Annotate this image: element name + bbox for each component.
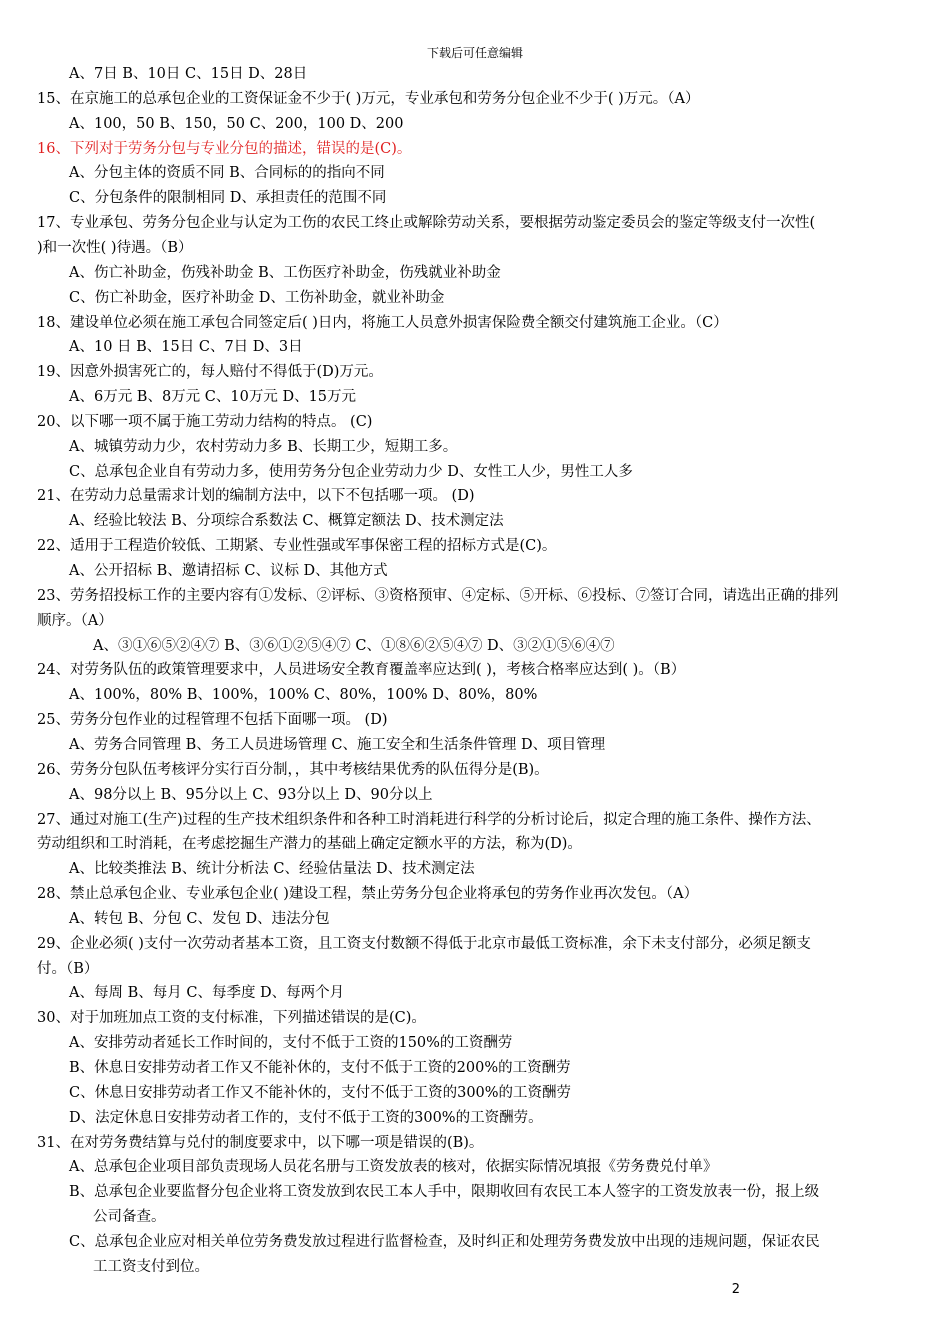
option-line: A、劳务合同管理 B、务工人员进场管理 C、施工安全和生活条件管理 D、项目管理: [69, 736, 606, 753]
option-line: 公司备查。: [93, 1209, 166, 1226]
option-line: A、伤亡补助金，伤残补助金 B、工伤医疗补助金，伤残就业补助金: [69, 264, 501, 281]
option-line: C、休息日安排劳动者工作又不能补休的，支付不低于工资的300%的工资酬劳: [69, 1084, 572, 1101]
question-line: 29、企业必须( )支付一次劳动者基本工资，且工资支付数额不得低于北京市最低工资标准，余下未支付部分，必须足额支: [37, 935, 811, 952]
question-line: 23、劳务招投标工作的主要内容有①发标、②评标、③资格预审、④定标、⑤开标、⑥投标、⑦签订合同，请选出正确的排列: [37, 587, 839, 604]
option-line: A、公开招标 B、邀请招标 C、议标 D、其他方式: [69, 563, 388, 579]
option-line: A、每周 B、每月 C、每季度 D、每两个月: [69, 985, 345, 1002]
option-line: A、98分以上 B、95分以上 C、93分以上 D、90分以上: [69, 786, 433, 803]
question-line: 24、对劳务队伍的政策管理要求中，人员进场安全教育覆盖率应达到( )，考核合格率应达到( )。（B）: [37, 662, 686, 679]
option-line: A、安排劳动者延长工作时间的，支付不低于工资的150%的工资酬劳: [69, 1035, 513, 1052]
question-line: 21、在劳动力总量需求计划的编制方法中，以下不包括哪一项。 (D): [37, 488, 475, 505]
question-line: 31、在对劳务费结算与兑付的制度要求中，以下哪一项是错误的(B)。: [37, 1134, 484, 1151]
question-line: )和一次性( )待遇。（B）: [37, 239, 193, 256]
option-line: B、总承包企业要监督分包企业将工资发放到农民工本人手中，限期收回有农民工本人签字的工资发放表一份，报上级: [69, 1184, 820, 1201]
option-line: A、100%，80% B、100%，100% C、80%，100% D、80%，80%: [69, 687, 538, 704]
option-line: B、休息日安排劳动者工作又不能补休的，支付不低于工资的200%的工资酬劳: [69, 1060, 571, 1076]
question-line: 28、禁止总承包企业、专业承包企业( )建设工程，禁止劳务分包企业将承包的劳务作业再次发包。（A）: [37, 886, 699, 903]
question-line: 顺序。（A）: [37, 612, 113, 629]
question-line: 劳动组织和工时消耗，在考虑挖掘生产潜力的基础上确定定额水平的方法，称为(D)。: [37, 836, 582, 853]
question-line: 30、对于加班加点工资的支付标准，下列描述错误的是(C)。: [37, 1010, 426, 1027]
option-line: A、城镇劳动力少，农村劳动力多 B、长期工少，短期工多。: [69, 438, 458, 455]
question-line: 15、在京施工的总承包企业的工资保证金不少于( )万元，专业承包和劳务分包企业不少于( )万元。（A）: [37, 90, 700, 107]
option-line: D、法定休息日安排劳动者工作的，支付不低于工资的300%的工资酬劳。: [69, 1109, 543, 1126]
option-line: A、100，50 B、150，50 C、200，100 D、200: [69, 115, 404, 132]
question-line: 付。（B）: [37, 960, 99, 977]
option-line: C、总承包企业应对相关单位劳务费发放过程进行监督检查，及时纠正和处理劳务费发放中出现的违规问题，保证农民: [69, 1233, 820, 1250]
question-line: 16、下列对于劳务分包与专业分包的描述，错误的是(C)。: [37, 140, 412, 157]
option-line: C、伤亡补助金，医疗补助金 D、工伤补助金，就业补助金: [69, 289, 445, 306]
option-line: A、7日 B、10日 C、15日 D、28日: [69, 66, 308, 82]
question-line: 20、以下哪一项不属于施工劳动力结构的特点。 (C): [37, 413, 373, 430]
question-line: 22、适用于工程造价较低、工期紧、专业性强或军事保密工程的招标方式是(C)。: [37, 538, 557, 555]
question-line: 19、因意外损害死亡的，每人赔付不得低于(D)万元。: [37, 364, 383, 381]
option-line: C、总承包企业自有劳动力多，使用劳务分包企业劳动力少 D、女性工人少，男性工人多: [69, 463, 633, 480]
question-line: 27、通过对施工(生产)过程的生产技术组织条件和各种工时消耗进行科学的分析讨论后，拟定合理的施工条件、操作方法、: [37, 811, 821, 828]
option-line: A、③①⑥⑤②④⑦ B、③⑥①②⑤④⑦ C、①⑧⑥②⑤④⑦ D、③②①⑤⑥④⑦: [93, 637, 615, 654]
option-line: C、分包条件的限制相同 D、承担责任的范围不同: [69, 190, 387, 207]
question-line: 25、劳务分包作业的过程管理不包括下面哪一项。 (D): [37, 712, 388, 729]
question-line: 18、建设单位必须在施工承包合同签定后( )日内，将施工人员意外损害保险费全额交付建筑施工企业。（C）: [37, 314, 728, 331]
page-header: 下载后可任意编辑: [426, 46, 523, 60]
question-line: 26、劳务分包队伍考核评分实行百分制，，其中考核结果优秀的队伍得分是(B)。: [37, 761, 549, 778]
option-line: A、分包主体的资质不同 B、合同标的的指向不同: [69, 165, 385, 182]
option-line: 工工资支付到位。: [93, 1258, 209, 1275]
option-line: A、6万元 B、8万元 C、10万元 D、15万元: [69, 389, 357, 406]
page-number: 2: [731, 1282, 740, 1297]
option-line: A、比较类推法 B、统计分析法 C、经验估量法 D、技术测定法: [69, 861, 475, 878]
option-line: A、经验比较法 B、分项综合系数法 C、概算定额法 D、技术测定法: [69, 513, 504, 530]
option-line: A、总承包企业项目部负责现场人员花名册与工资发放表的核对，依据实际情况填报《劳务费兑付单》: [69, 1159, 718, 1176]
option-line: A、转包 B、分包 C、发包 D、违法分包: [69, 910, 330, 927]
question-line: 17、专业承包、劳务分包企业与认定为工伤的农民工终止或解除劳动关系，要根据劳动鉴定委员会的鉴定等级支付一次性(: [37, 215, 816, 232]
option-line: A、10 日 B、15日 C、7日 D、3日: [69, 339, 303, 356]
